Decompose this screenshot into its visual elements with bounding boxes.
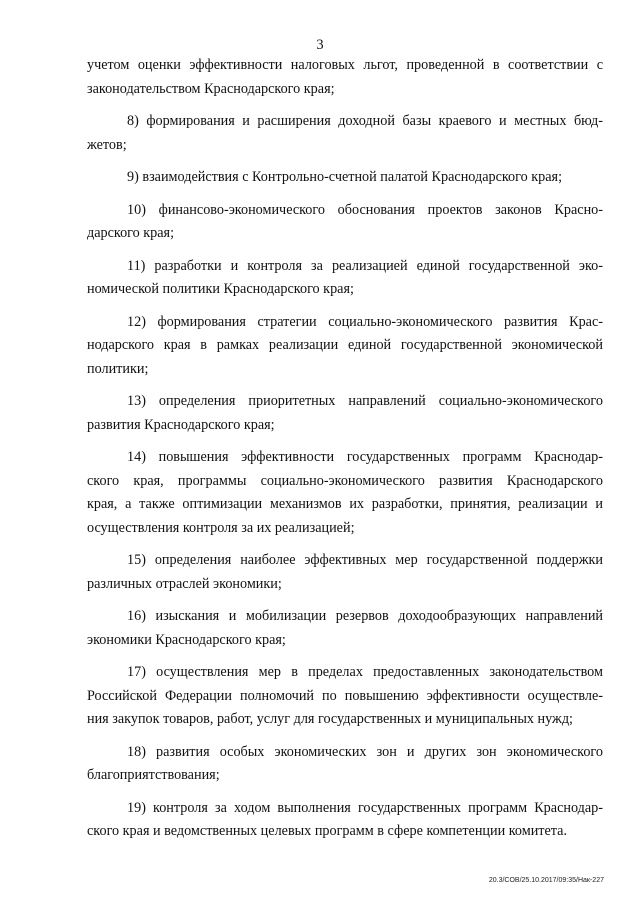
text-line: 17) осуществления мер в пределах предоставленных законодательством	[127, 664, 603, 680]
text-line: развития Краснодарского края;	[87, 416, 275, 433]
text-line: различных отраслей экономики;	[87, 575, 282, 592]
text-line: политики;	[87, 360, 149, 377]
text-line: 9) взаимодействия с Контрольно-счетной палатой Краснодарского края;	[127, 169, 563, 185]
text-line: 14) повышения эффективности государственных программ Краснодар-	[127, 449, 603, 465]
text-line: законодательством Краснодарского края;	[87, 80, 335, 97]
document-registration-code: 20.3/COB/25.10.2017/09:35/Нак-227	[488, 877, 604, 884]
text-line: жетов;	[87, 136, 127, 153]
list-item-18	[87, 741, 603, 788]
list-item-14	[87, 446, 603, 540]
paragraph-continuation	[87, 54, 603, 101]
text-line: ния закупок товаров, работ, услуг для государственных и муниципальных нужд;	[87, 711, 573, 727]
text-line: 12) формирования стратегии социально-экономического развития Крас-	[127, 313, 603, 330]
page-number: 3	[316, 37, 324, 53]
text-line: 19) контроля за ходом выполнения государственных программ Краснодар-	[127, 799, 603, 816]
text-line: дарского края;	[87, 225, 175, 241]
list-item-15	[87, 549, 603, 596]
list-item-13	[87, 390, 603, 437]
text-line: экономики Краснодарского края;	[87, 631, 286, 648]
list-item-8	[87, 110, 603, 157]
list-item-10	[87, 199, 603, 246]
text-line: ского края и ведомственных целевых программ в сфере компетенции комитета.	[87, 823, 568, 839]
text-line: 13) определения приоритетных направлений социально-экономического	[127, 393, 603, 409]
list-item-11	[87, 255, 603, 302]
text-line: 8) формирования и расширения доходной базы краевого и местных бюд-	[127, 113, 603, 129]
text-line: ского края, программы социально-экономического развития Краснодарского	[87, 472, 603, 489]
text-line: 10) финансово-экономического обоснования проектов законов Красно-	[127, 201, 603, 218]
text-line: 18) развития особых экономических зон и других зон экономического	[127, 743, 603, 760]
text-line: нодарского края в рамках реализации единой государственной экономической	[87, 337, 603, 353]
list-item-9	[87, 166, 603, 190]
document-body	[87, 54, 603, 853]
list-item-16	[87, 605, 603, 652]
text-line: 15) определения наиболее эффективных мер государственной поддержки	[127, 552, 603, 568]
text-line: 16) изыскания и мобилизации резервов доходообразующих направлений	[127, 608, 603, 624]
text-line: осуществления контроля за их реализацией;	[87, 519, 355, 536]
text-line: края, а также оптимизации механизмов их разработки, принятия, реализации и	[87, 496, 603, 512]
text-line: 11) разработки и контроля за реализацией единой государственной эко-	[127, 257, 603, 274]
list-item-17	[87, 661, 603, 732]
list-item-19	[87, 797, 603, 844]
text-line: благоприятствования;	[87, 767, 220, 783]
text-line: номической политики Краснодарского края;	[87, 281, 354, 297]
text-line: Российской Федерации полномочий по повышению эффективности осуществле-	[87, 687, 603, 704]
text-line: учетом оценки эффективности налоговых льгот, проведенной в соответствии с	[87, 57, 603, 73]
list-item-12	[87, 311, 603, 382]
